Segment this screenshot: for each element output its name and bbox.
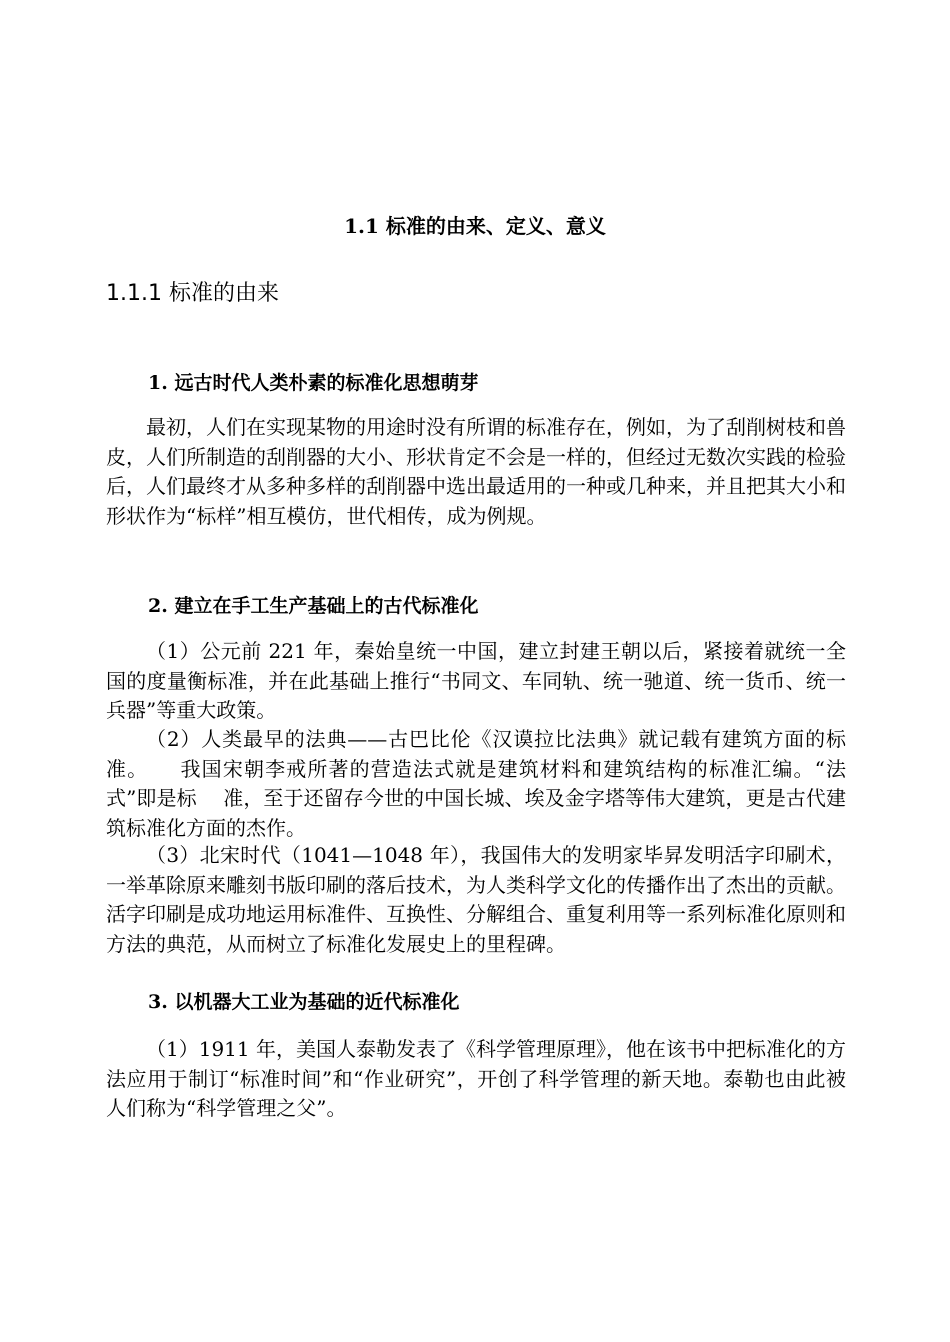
chapter-title: 1.1 标准的由来、定义、意义: [344, 214, 606, 238]
paragraph-2-1: （1）公元前 221 年，秦始皇统一中国，建立封建王朝以后，紧接着就统一全国的度量衡标准，并在此基础上推行“书同文、车同轨、统一驰道、统一货币、统一兵器”等重大政策。: [106, 639, 846, 723]
subsection-heading-1: 1. 远古时代人类朴素的标准化思想萌芽: [148, 372, 479, 394]
paragraph-1: 最初，人们在实现某物的用途时没有所谓的标准存在，例如，为了刮削树枝和兽皮，人们所制造的刮削器的大小、形状肯定不会是一样的，但经过无数次实践的检验后，人们最终才从多种多样的刮削器中选出最适用的一种或几种来，并且把其大小和形状作为“标样”相互模仿，世代相传，成为例规。: [106, 415, 846, 528]
paragraph-2-3: （3）北宋时代（1041—1048 年），我国伟大的发明家毕昇发明活字印刷术，一举革除原来雕刻书版印刷的落后技术，为人类科学文化的传播作出了杰出的贡献。活字印刷是成功地运用标准件、互换性、分解组合、重复利用等一系列标准化原则和方法的典范，从而树立了标准化发展史上的里程碑。: [106, 843, 846, 956]
subsection-heading-2: 2. 建立在手工生产基础上的古代标准化: [148, 595, 479, 617]
paragraph-2-2: （2）人类最早的法典——古巴比伦《汉谟拉比法典》就记载有建筑方面的标准。 我国宋朝李戒所著的营造法式就是建筑材料和建筑结构的标准汇编。“法式”即是标 准，至于还留存今世的中国长城、埃及金字塔等伟大建筑，更是古代建筑标准化方面的杰作。: [106, 727, 846, 840]
paragraph-3-1: （1）1911 年，美国人泰勒发表了《科学管理原理》，他在该书中把标准化的方法应用于制订“标准时间”和“作业研究”，开创了科学管理的新天地。泰勒也由此被人们称为“科学管理之父”。: [106, 1037, 846, 1121]
section-heading: 1.1.1 标准的由来: [106, 281, 279, 306]
subsection-heading-3: 3. 以机器大工业为基础的近代标准化: [148, 991, 460, 1013]
